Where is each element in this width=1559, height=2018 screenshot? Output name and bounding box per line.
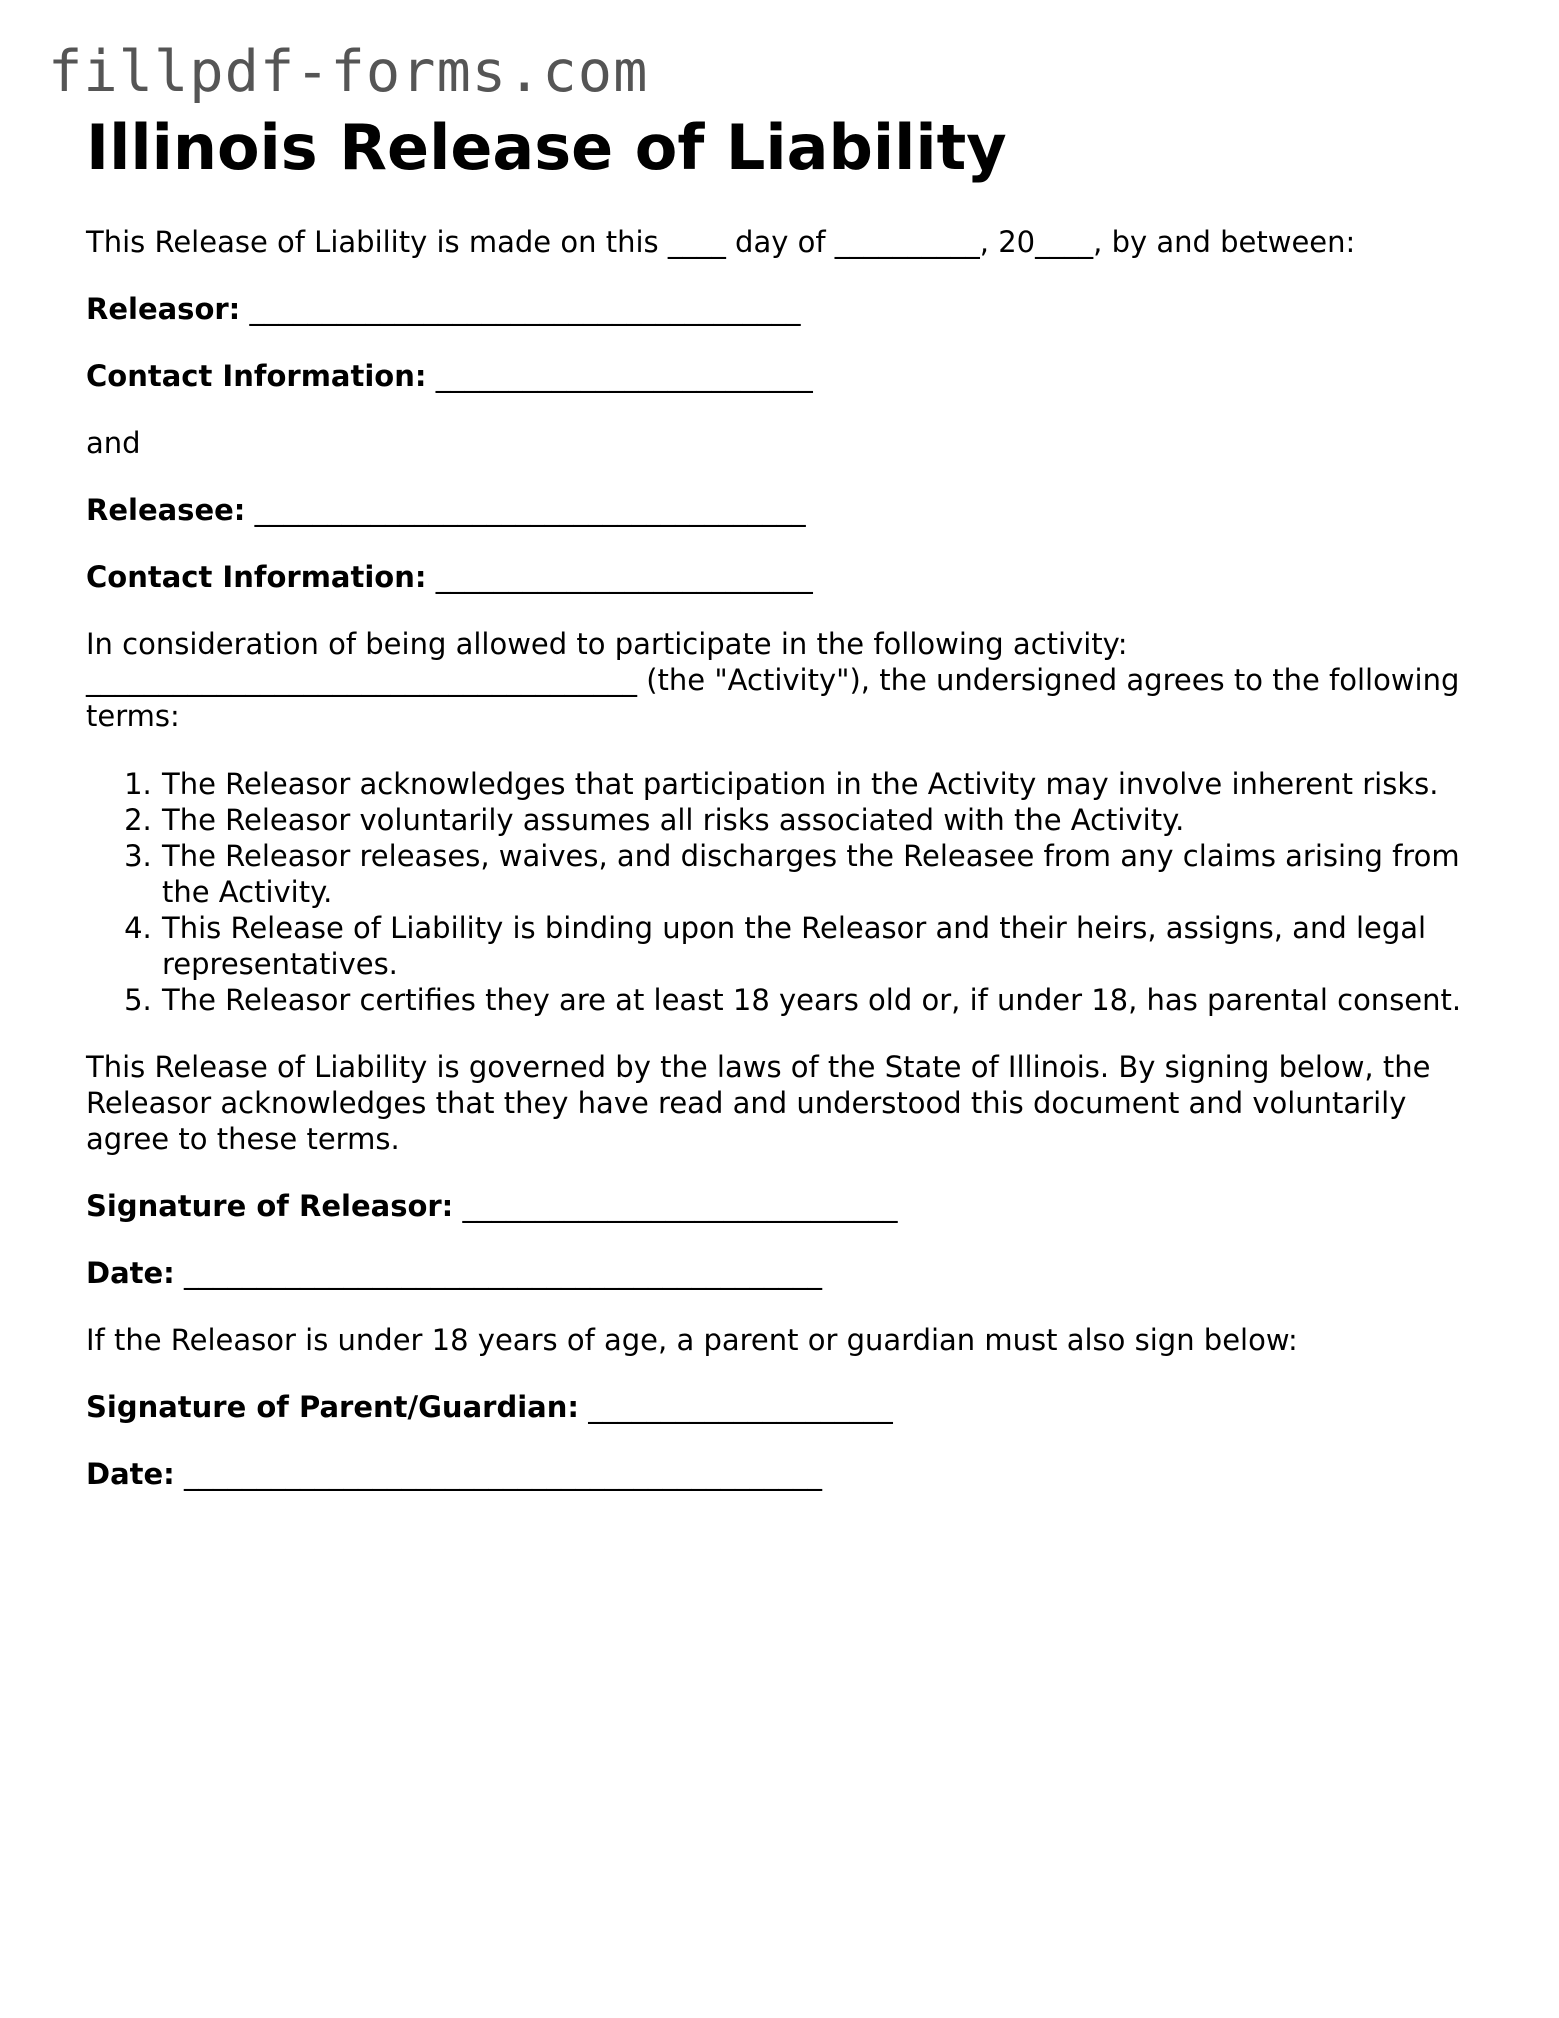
guardian-signature-field xyxy=(86,1389,1476,1425)
releasor-contact-field xyxy=(86,358,1476,394)
term-item: 3. The Releasor releases, waives, and discharges the Releasee from any claims arising from the Activity. xyxy=(161,838,1476,910)
date-field-guardian xyxy=(86,1456,1476,1492)
releasor-label: Releasor: xyxy=(86,292,241,326)
term-item: 5. The Releasor certifies they are at least 18 years old or, if under 18, has parental consent. xyxy=(161,982,1476,1018)
releasor-contact-label: Contact Information: xyxy=(86,359,427,393)
term-item: 2. The Releasor voluntarily assumes all risks associated with the Activity. xyxy=(161,802,1476,838)
releasee-contact-field xyxy=(86,559,1476,595)
date-field-releasor xyxy=(86,1255,1476,1291)
releasor-signature-label: Signature of Releasor: xyxy=(86,1189,454,1223)
terms-list xyxy=(86,766,1476,1018)
guardian-signature-label: Signature of Parent/Guardian: xyxy=(86,1390,579,1424)
releasee-contact-label: Contact Information: xyxy=(86,560,427,594)
date-blank[interactable]: ____________________________________________ xyxy=(184,1256,822,1290)
releasor-contact-blank[interactable]: __________________________ xyxy=(435,359,813,393)
guardian-signature-blank[interactable]: _____________________ xyxy=(588,1390,893,1424)
page-title: Illinois Release of Liability xyxy=(86,111,1007,184)
releasee-field xyxy=(86,492,1476,528)
document-body xyxy=(86,108,1476,1492)
releasor-signature-field xyxy=(86,1188,1476,1224)
date-label: Date: xyxy=(86,1457,175,1491)
releasee-blank[interactable]: ______________________________________ xyxy=(254,493,806,527)
intro-paragraph: This Release of Liability is made on this ____ day of __________, 20____, by and between: xyxy=(86,225,1356,259)
releasee-contact-blank[interactable]: __________________________ xyxy=(435,560,813,594)
watermark: fillpdf-forms.com xyxy=(48,39,649,105)
consideration-paragraph: In consideration of being allowed to participate in the following activity: ______________________________________ (the "Activity"), the undersigned agrees to the following terms: xyxy=(86,627,1460,733)
term-item: 4. This Release of Liability is binding upon the Releasor and their heirs, assigns, and legal representatives. xyxy=(161,910,1476,982)
term-item: 1. The Releasor acknowledges that participation in the Activity may involve inherent risks. xyxy=(161,766,1476,802)
releasor-blank[interactable]: ______________________________________ xyxy=(249,292,801,326)
releasor-field xyxy=(86,291,1476,327)
governing-law-paragraph: This Release of Liability is governed by the laws of the State of Illinois. By signing below, the Releasor acknowledges that they have read and understood this document and voluntarily agree to these terms. xyxy=(86,1050,1431,1156)
date-blank[interactable]: ____________________________________________ xyxy=(184,1457,822,1491)
releasee-label: Releasee: xyxy=(86,493,246,527)
minor-note: If the Releasor is under 18 years of age, a parent or guardian must also sign below: xyxy=(86,1323,1298,1357)
and-text: and xyxy=(86,426,141,460)
date-label: Date: xyxy=(86,1256,175,1290)
releasor-signature-blank[interactable]: ______________________________ xyxy=(462,1189,898,1223)
